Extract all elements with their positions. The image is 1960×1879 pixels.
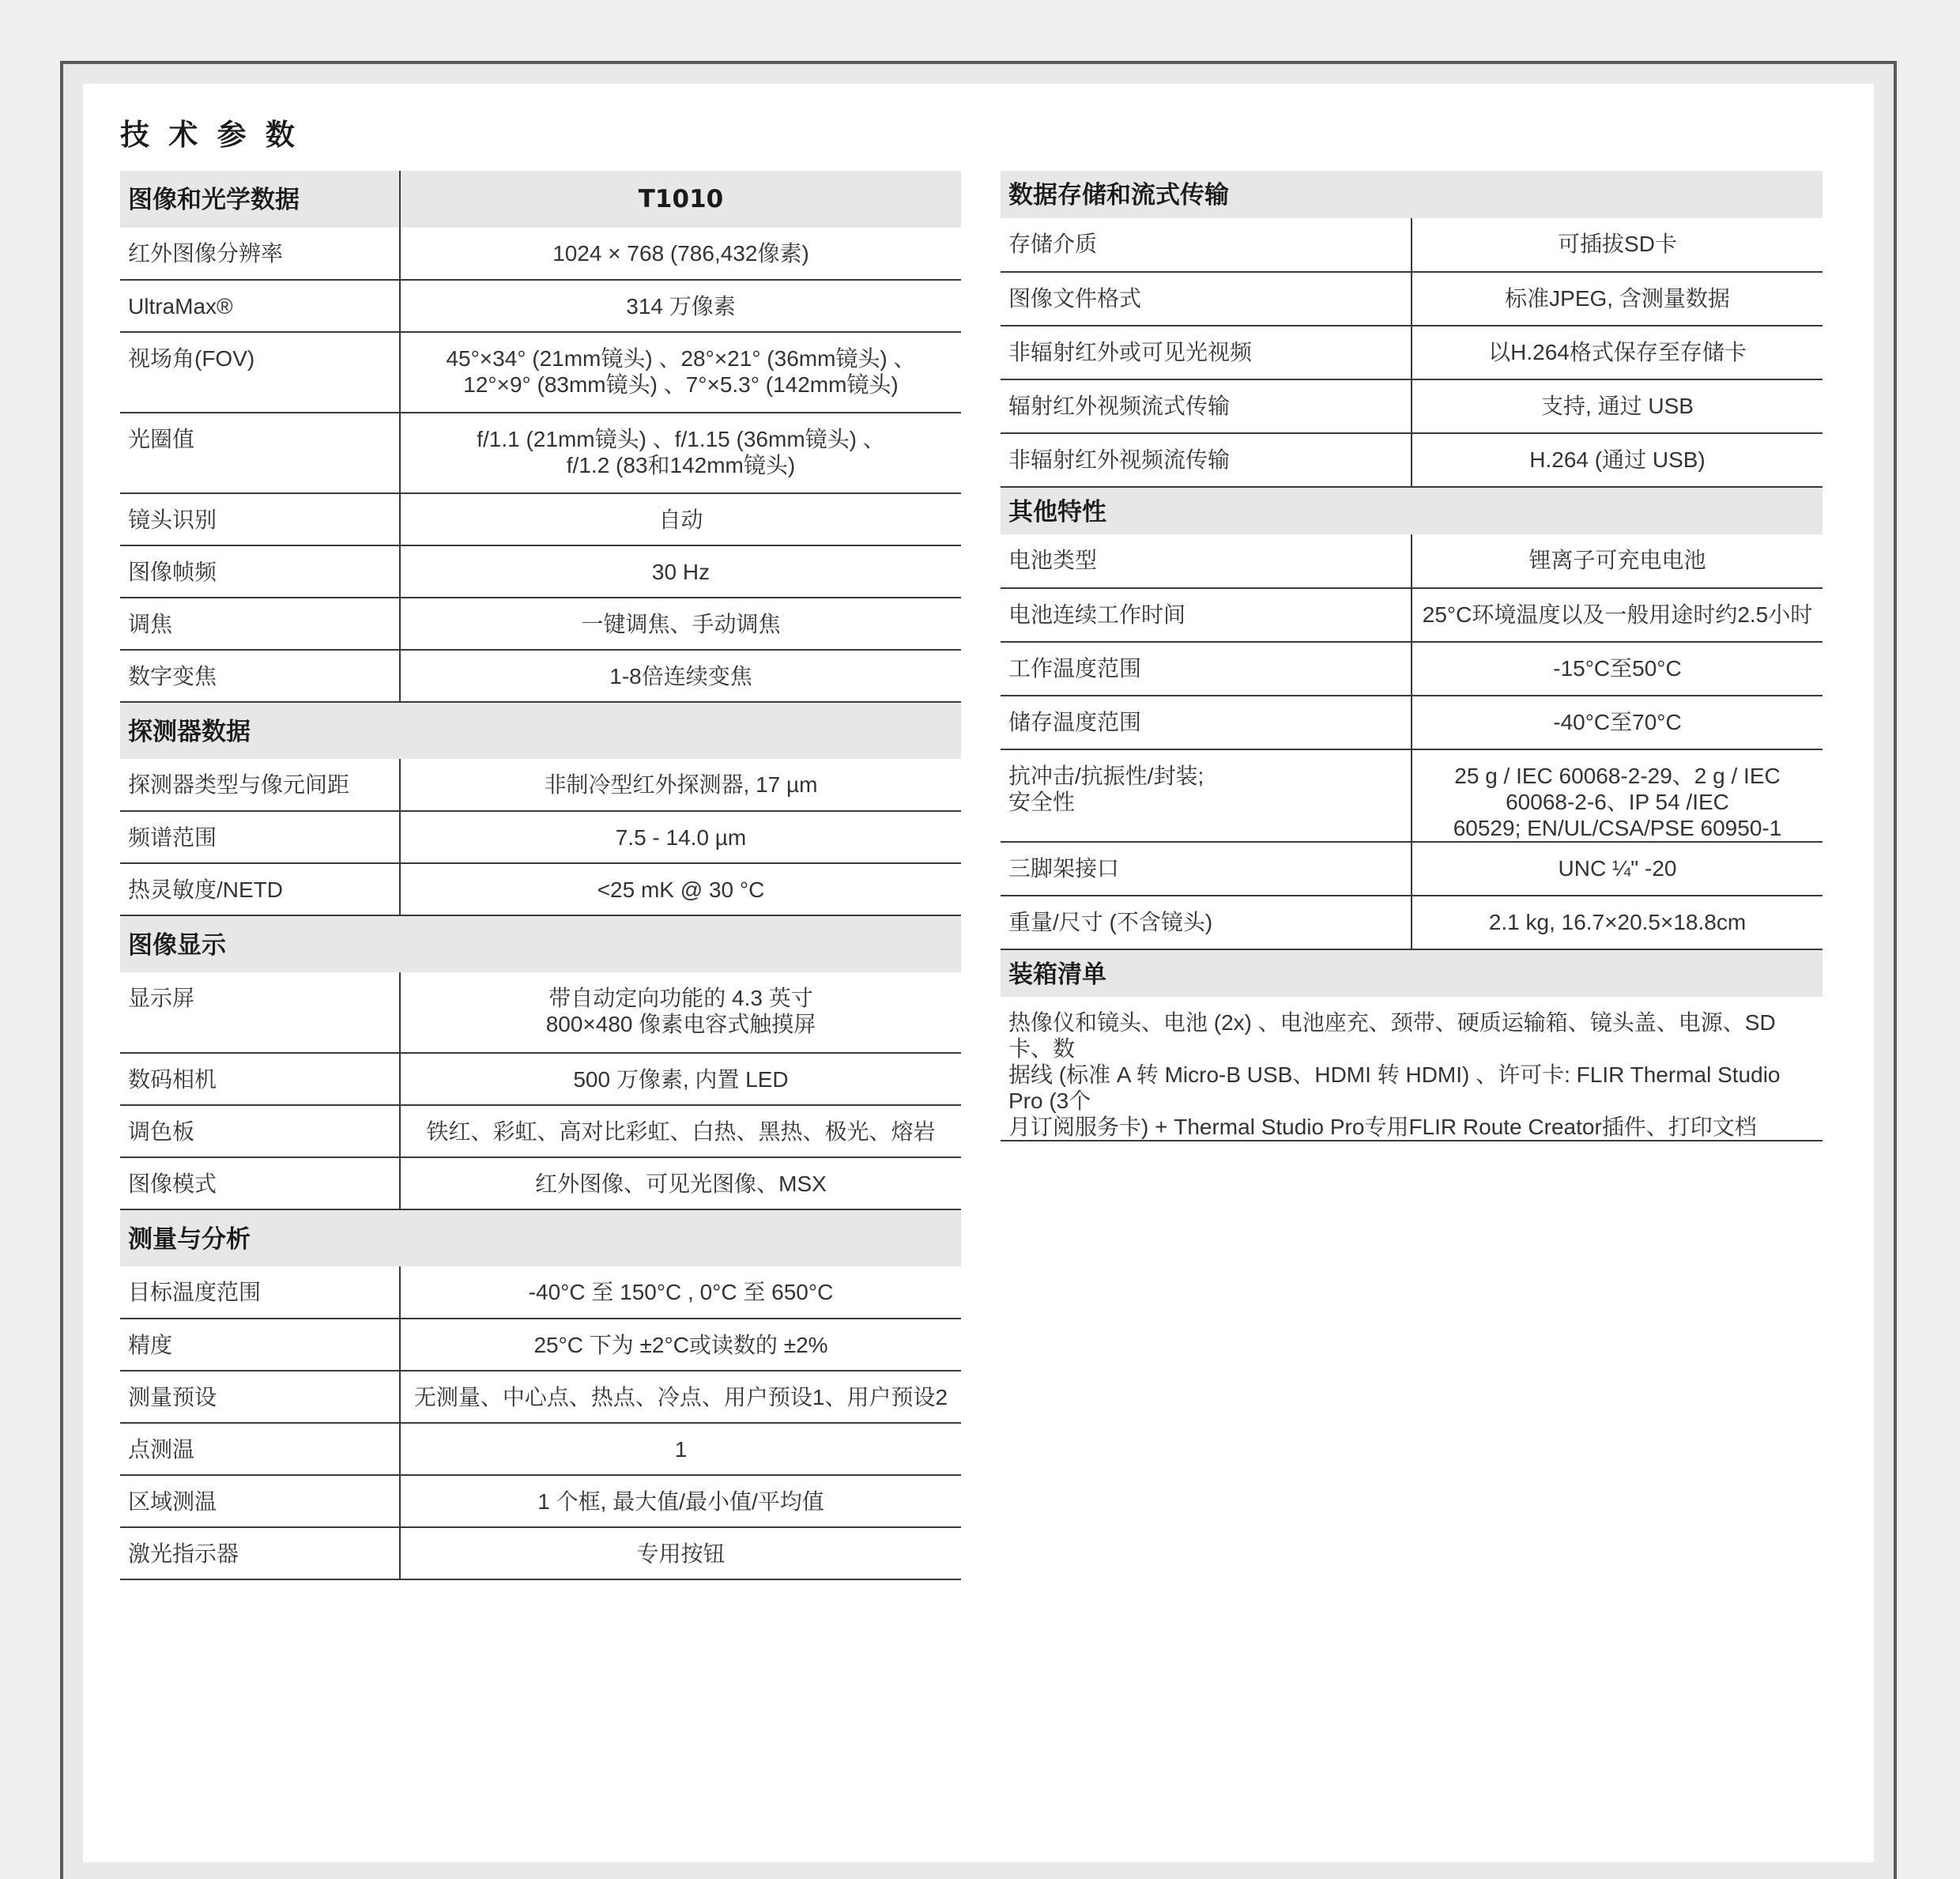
spec-label: 调焦 [120, 598, 400, 650]
spec-label: 调色板 [120, 1105, 400, 1157]
spec-label: 视场角(FOV) [120, 332, 400, 413]
table-row [120, 759, 961, 811]
spec-label: 三脚架接口 [1001, 842, 1412, 896]
section-header-image-optics [120, 171, 961, 228]
spec-label: 目标温度范围 [120, 1266, 400, 1319]
table-row [120, 1475, 961, 1527]
model-name: T1010 [400, 171, 961, 228]
spec-value: 1-8倍连续变焦 [400, 650, 961, 702]
section-title: 数据存储和流式传输 [1001, 171, 1822, 218]
spec-label: 重量/尺寸 (不含镜头) [1001, 896, 1412, 949]
spec-value: H.264 (通过 USB) [1412, 433, 1822, 487]
packing-list-row [1001, 997, 1822, 1141]
table-row [120, 228, 961, 280]
spec-label: 镜头识别 [120, 493, 400, 545]
spec-label: 图像文件格式 [1001, 272, 1412, 326]
spec-label: 图像模式 [120, 1157, 400, 1209]
right-spec-column [1001, 171, 1822, 1141]
table-row [120, 1105, 961, 1157]
spec-value-line: 45°×34° (21mm镜头) 、28°×21° (36mm镜头) 、 [446, 346, 916, 371]
table-row [120, 1371, 961, 1423]
spec-label: 测量预设 [120, 1371, 400, 1423]
table-row [120, 545, 961, 598]
table-row [120, 332, 961, 413]
spec-label [1001, 749, 1412, 842]
spec-value-line: 12°×9° (83mm镜头) 、7°×5.3° (142mm镜头) [463, 372, 899, 397]
packing-list-line: 据线 (标准 A 转 Micro-B USB、HDMI 转 HDMI) 、许可卡: FLIR Thermal Studio Pro (3个 [1008, 1062, 1781, 1113]
table-row [120, 863, 961, 915]
table-row [1001, 749, 1822, 842]
spec-label: 数字变焦 [120, 650, 400, 702]
spec-label: 电池连续工作时间 [1001, 588, 1412, 642]
spec-label: 精度 [120, 1319, 400, 1371]
spec-label: 电池类型 [1001, 534, 1412, 588]
packing-list-line: 月订阅服务卡) + Thermal Studio Pro专用FLIR Route Creator插件、打印文档 [1008, 1115, 1757, 1139]
table-row [120, 1319, 961, 1371]
spec-value [1412, 749, 1822, 842]
left-spec-table [120, 171, 961, 1580]
spec-value: 铁红、彩虹、高对比彩虹、白热、黑热、极光、熔岩 [400, 1105, 961, 1157]
spec-value: -15°C至50°C [1412, 642, 1822, 696]
section-header-other [1001, 487, 1822, 534]
spec-value: 25°C 下为 ±2°C或读数的 ±2% [400, 1319, 961, 1371]
spec-value-line: 800×480 像素电容式触摸屏 [545, 1012, 816, 1036]
spec-label: 区域测温 [120, 1475, 400, 1527]
spec-value: 一键调焦、手动调焦 [400, 598, 961, 650]
spec-value: 红外图像、可见光图像、MSX [400, 1157, 961, 1209]
spec-value: 1 [400, 1423, 961, 1475]
spec-value-line: f/1.1 (21mm镜头) 、f/1.15 (36mm镜头) 、 [477, 427, 885, 451]
spec-label-line: 抗冲击/抗振性/封装; [1008, 764, 1204, 788]
table-row [1001, 896, 1822, 949]
table-row [120, 1266, 961, 1319]
table-row [1001, 433, 1822, 487]
section-header-detector [120, 702, 961, 759]
spec-value: 支持, 通过 USB [1412, 379, 1822, 433]
spec-value: 25°C环境温度以及一般用途时约2.5小时 [1412, 588, 1822, 642]
table-row [120, 280, 961, 332]
section-header-measurement [120, 1209, 961, 1266]
page-title: 技 术 参 数 [120, 119, 300, 151]
section-header-display [120, 915, 961, 972]
spec-label: 辐射红外视频流式传输 [1001, 379, 1412, 433]
spec-value-line: 60529; EN/UL/CSA/PSE 60950-1 [1453, 816, 1782, 840]
section-header-packing [1001, 949, 1822, 997]
spec-value [400, 332, 961, 413]
spec-value: 可插拔SD卡 [1412, 218, 1822, 272]
table-row [120, 493, 961, 545]
spec-label: 非辐射红外或可见光视频 [1001, 326, 1412, 379]
spec-value: <25 mK @ 30 °C [400, 863, 961, 915]
table-row [120, 811, 961, 863]
spec-value: 314 万像素 [400, 280, 961, 332]
table-row [120, 598, 961, 650]
spec-label-line: 安全性 [1008, 790, 1076, 814]
spec-value-line: f/1.2 (83和142mm镜头) [566, 453, 796, 477]
spec-value: 1024 × 768 (786,432像素) [400, 228, 961, 280]
spec-label: 储存温度范围 [1001, 696, 1412, 749]
spec-label: 热灵敏度/NETD [120, 863, 400, 915]
spec-value [400, 413, 961, 493]
spec-value: 30 Hz [400, 545, 961, 598]
spec-label: 图像帧频 [120, 545, 400, 598]
table-row [1001, 534, 1822, 588]
spec-label: 红外图像分辨率 [120, 228, 400, 280]
spec-value: UNC ¼" -20 [1412, 842, 1822, 896]
spec-value: 500 万像素, 内置 LED [400, 1053, 961, 1105]
spec-label: 数码相机 [120, 1053, 400, 1105]
spec-value: 非制冷型红外探测器, 17 µm [400, 759, 961, 811]
table-row [1001, 588, 1822, 642]
spec-label: 工作温度范围 [1001, 642, 1412, 696]
section-title: 图像和光学数据 [120, 171, 400, 228]
table-row [1001, 218, 1822, 272]
table-row [1001, 379, 1822, 433]
spec-label: 非辐射红外视频流传输 [1001, 433, 1412, 487]
spec-value: 锂离子可充电电池 [1412, 534, 1822, 588]
table-row [120, 413, 961, 493]
section-title: 探测器数据 [120, 702, 961, 759]
right-spec-table [1001, 171, 1822, 1141]
section-title: 装箱清单 [1001, 949, 1822, 997]
spec-value: 自动 [400, 493, 961, 545]
table-row [120, 972, 961, 1053]
spec-value: -40°C 至 150°C , 0°C 至 650°C [400, 1266, 961, 1319]
spec-value: 以H.264格式保存至存储卡 [1412, 326, 1822, 379]
left-spec-column [120, 171, 961, 1580]
spec-label: 存储介质 [1001, 218, 1412, 272]
spec-label: 光圈值 [120, 413, 400, 493]
section-title: 其他特性 [1001, 487, 1822, 534]
table-row [120, 1527, 961, 1579]
packing-list-text [1001, 997, 1822, 1141]
spec-value: -40°C至70°C [1412, 696, 1822, 749]
table-row [1001, 842, 1822, 896]
spec-value: 专用按钮 [400, 1527, 961, 1579]
table-row [120, 1157, 961, 1209]
section-title: 测量与分析 [120, 1209, 961, 1266]
spec-value: 无测量、中心点、热点、冷点、用户预设1、用户预设2 [400, 1371, 961, 1423]
spec-label: UltraMax® [120, 280, 400, 332]
spec-value: 1 个框, 最大值/最小值/平均值 [400, 1475, 961, 1527]
spec-value-line: 25 g / IEC 60068-2-29、2 g / IEC 60068-2-6、IP 54 /IEC [1454, 764, 1781, 814]
table-row [1001, 642, 1822, 696]
table-row [1001, 326, 1822, 379]
table-row [120, 1053, 961, 1105]
table-row [120, 1423, 961, 1475]
spec-label: 显示屏 [120, 972, 400, 1053]
spec-value: 7.5 - 14.0 µm [400, 811, 961, 863]
table-row [120, 650, 961, 702]
table-row [1001, 272, 1822, 326]
spec-value: 2.1 kg, 16.7×20.5×18.8cm [1412, 896, 1822, 949]
spec-value-line: 带自动定向功能的 4.3 英寸 [548, 986, 813, 1010]
spec-label: 点测温 [120, 1423, 400, 1475]
section-header-storage [1001, 171, 1822, 218]
spec-value [400, 972, 961, 1053]
spec-label: 频谱范围 [120, 811, 400, 863]
spec-label: 激光指示器 [120, 1527, 400, 1579]
spec-label: 探测器类型与像元间距 [120, 759, 400, 811]
table-row [1001, 696, 1822, 749]
spec-value: 标准JPEG, 含测量数据 [1412, 272, 1822, 326]
section-title: 图像显示 [120, 915, 961, 972]
packing-list-line: 热像仪和镜头、电池 (2x) 、电池座充、颈带、硬质运输箱、镜头盖、电源、SD 卡、数 [1008, 1010, 1776, 1061]
